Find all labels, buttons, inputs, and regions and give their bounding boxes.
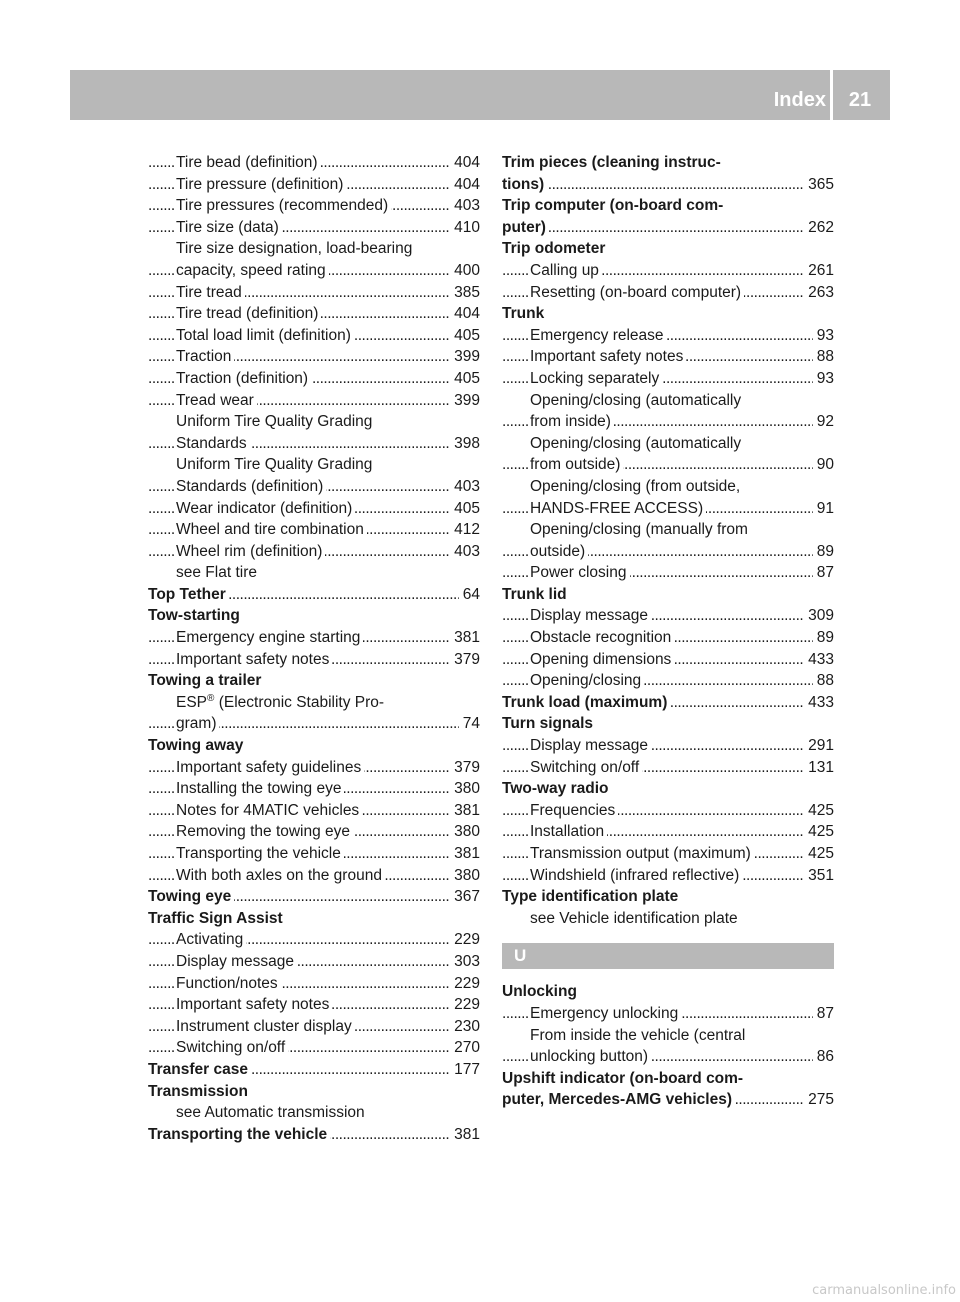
index-entry	[502, 649, 834, 671]
index-entry-page[interactable]: 261	[804, 260, 834, 282]
index-entry	[502, 692, 834, 714]
index-entry	[502, 346, 834, 368]
index-entry-text: Tire size designation, load-bearing	[176, 240, 415, 257]
index-entry	[148, 757, 480, 779]
index-entry-text: Tire pressure (definition)	[176, 176, 346, 193]
index-entry-page[interactable]: 64	[459, 584, 480, 606]
index-entry-page[interactable]: 405	[450, 325, 480, 347]
index-entry-text: Power closing	[530, 564, 630, 581]
index-entry-page[interactable]: 229	[450, 994, 480, 1016]
index-entry-text: Installing the towing eye	[176, 780, 344, 797]
index-entry-text: Calling up	[530, 262, 602, 279]
index-entry-text: Important safety notes	[176, 651, 332, 668]
index-entry	[502, 981, 834, 1003]
index-entry	[148, 1124, 480, 1146]
index-entry-page[interactable]: 365	[804, 174, 834, 196]
index-entry	[148, 713, 480, 735]
index-entry	[148, 217, 480, 239]
index-entry	[148, 908, 480, 930]
index-entry	[148, 973, 480, 995]
index-entry-page[interactable]: 400	[450, 260, 480, 282]
index-entry-page[interactable]: 403	[450, 476, 480, 498]
index-entry-page[interactable]: 433	[804, 692, 834, 714]
index-entry-text: outside)	[530, 543, 588, 560]
index-entry	[148, 411, 480, 433]
index-entry	[502, 627, 834, 649]
index-entry-page[interactable]: 380	[450, 865, 480, 887]
index-entry-page[interactable]: 270	[450, 1037, 480, 1059]
index-entry-text: from outside)	[530, 456, 623, 473]
index-entry	[148, 735, 480, 757]
index-entry	[502, 217, 834, 239]
index-entry-text: see Automatic transmission	[176, 1104, 368, 1121]
index-entry-page[interactable]: 385	[450, 282, 480, 304]
index-entry	[502, 886, 834, 908]
index-entry-text: Transfer case	[148, 1061, 251, 1078]
index-entry	[502, 757, 834, 779]
index-entry	[502, 800, 834, 822]
index-entry-page[interactable]: 404	[450, 303, 480, 325]
index-entry-page[interactable]: 381	[450, 627, 480, 649]
index-entry	[148, 649, 480, 671]
index-entry	[148, 1102, 480, 1124]
index-entry	[502, 454, 834, 476]
index-entry	[148, 1059, 480, 1081]
index-entry	[502, 865, 834, 887]
index-entry	[148, 627, 480, 649]
index-entry-text: Instrument cluster display	[176, 1018, 355, 1035]
index-entry-text: Top Tether	[148, 586, 229, 603]
index-entry-page[interactable]: 87	[813, 562, 834, 584]
index-entry-text: With both axles on the ground	[176, 867, 385, 884]
index-entry	[502, 368, 834, 390]
index-entry-page[interactable]: 381	[450, 843, 480, 865]
index-entry-text: Locking separately	[530, 370, 662, 387]
index-entry-page[interactable]: 263	[804, 282, 834, 304]
index-entry	[148, 541, 480, 563]
index-entry	[148, 1016, 480, 1038]
index-entry-text: tions)	[502, 176, 547, 193]
index-entries-u	[502, 981, 834, 1111]
index-entry-page[interactable]: 89	[813, 627, 834, 649]
index-entry	[148, 519, 480, 541]
index-entry-text: ESP® (Electronic Stability Pro-	[176, 694, 387, 711]
index-entry-text: Standards	[176, 435, 250, 452]
index-entry-page[interactable]: 404	[450, 174, 480, 196]
index-entry-text: Trunk	[502, 305, 547, 322]
index-entry-text: Activating	[176, 931, 246, 948]
index-entry-text: Trunk load (maximum)	[502, 694, 670, 711]
index-entry	[502, 519, 834, 541]
index-entry	[148, 454, 480, 476]
index-entry	[148, 346, 480, 368]
index-entry	[148, 843, 480, 865]
index-entry-text: see Flat tire	[176, 564, 260, 581]
section-heading-u: U	[502, 943, 834, 969]
index-entry-page[interactable]: 405	[450, 368, 480, 390]
index-entry-text: Towing eye	[148, 888, 234, 905]
index-entry-text: Opening/closing (from outside,	[530, 478, 743, 495]
index-entry-text: Display message	[530, 607, 651, 624]
index-entry	[148, 433, 480, 455]
index-entry-text: Wear indicator (definition)	[176, 500, 355, 517]
index-entry-page[interactable]: 425	[804, 800, 834, 822]
index-entry	[148, 778, 480, 800]
index-entry-text: Tread wear	[176, 392, 257, 409]
index-entry	[502, 1089, 834, 1111]
index-entry-page[interactable]: 74	[459, 713, 480, 735]
index-entry-page[interactable]: 88	[813, 346, 834, 368]
index-entry	[502, 325, 834, 347]
index-entry-text: Wheel and tire combination	[176, 521, 367, 538]
index-entry-text: Towing away	[148, 737, 246, 754]
index-entry	[148, 238, 480, 260]
index-entry-text: Transporting the vehicle	[148, 1126, 330, 1143]
index-entry	[148, 821, 480, 843]
index-entry-text: Opening/closing (automatically	[530, 392, 744, 409]
index-entry-text: Trip odometer	[502, 240, 608, 257]
index-entry-page[interactable]: 87	[813, 1003, 834, 1025]
index-entry-page[interactable]: 309	[804, 605, 834, 627]
index-entry-text: Opening/closing (manually from	[530, 521, 751, 538]
index-entry-text: Uniform Tire Quality Grading	[176, 456, 375, 473]
index-entry-text: Tire tread (definition)	[176, 305, 321, 322]
index-entry-text: Towing a trailer	[148, 672, 264, 689]
index-entry-page[interactable]: 367	[450, 886, 480, 908]
index-entry-text: Opening dimensions	[530, 651, 674, 668]
index-entry	[148, 994, 480, 1016]
index-entry-text: Frequencies	[530, 802, 618, 819]
index-entry-text: puter, Mercedes-AMG vehicles)	[502, 1091, 735, 1108]
index-entry	[502, 908, 834, 930]
index-entry	[148, 498, 480, 520]
index-entry-page[interactable]: 398	[450, 433, 480, 455]
index-entry	[502, 238, 834, 260]
index-entry-text: Important safety notes	[176, 996, 332, 1013]
index-entry	[502, 195, 834, 217]
index-entry-text: Trunk lid	[502, 586, 570, 603]
index-entry-text: capacity, speed rating	[176, 262, 329, 279]
index-entry-text: from inside)	[530, 413, 614, 430]
index-entry	[502, 476, 834, 498]
index-entry-page[interactable]: 92	[813, 411, 834, 433]
index-entry-page[interactable]: 86	[813, 1046, 834, 1068]
index-entry-page[interactable]: 404	[450, 152, 480, 174]
index-entry-page[interactable]: 403	[450, 195, 480, 217]
index-entry-page[interactable]: 351	[804, 865, 834, 887]
index-entry-page[interactable]: 91	[813, 498, 834, 520]
index-entry	[148, 951, 480, 973]
index-entry	[502, 498, 834, 520]
index-entry	[502, 584, 834, 606]
index-entry-page[interactable]: 131	[804, 757, 834, 779]
page-title: Index	[773, 89, 826, 111]
index-entry	[148, 670, 480, 692]
index-entry	[502, 843, 834, 865]
index-entry	[502, 303, 834, 325]
index-entry-text: Emergency release	[530, 327, 667, 344]
index-entry	[148, 476, 480, 498]
index-entry-text: From inside the vehicle (central	[530, 1027, 748, 1044]
index-entries-t	[502, 152, 834, 929]
index-entry	[148, 605, 480, 627]
index-entry	[502, 282, 834, 304]
index-entry-page[interactable]: 177	[450, 1059, 480, 1081]
index-entry-text: Tow-starting	[148, 607, 243, 624]
index-entry	[148, 1081, 480, 1103]
index-entry-text: see Vehicle identification plate	[530, 910, 741, 927]
index-entry-page[interactable]: 229	[450, 929, 480, 951]
index-entry-page[interactable]: 433	[804, 649, 834, 671]
index-entry-page[interactable]: 399	[450, 390, 480, 412]
index-entry-page[interactable]: 275	[804, 1089, 834, 1111]
index-entry	[502, 152, 834, 174]
index-entry-text: Total load limit (definition)	[176, 327, 354, 344]
index-entry-text: Important safety guidelines	[176, 759, 364, 776]
index-entry-text: Opening/closing	[530, 672, 644, 689]
index-entry-page[interactable]: 380	[450, 778, 480, 800]
index-entry-text: Tire pressures (recommended)	[176, 197, 391, 214]
index-entry-page[interactable]: 93	[813, 325, 834, 347]
index-entry	[502, 1003, 834, 1025]
index-entry-text: Uniform Tire Quality Grading	[176, 413, 375, 430]
index-entry-text: Function/notes	[176, 975, 281, 992]
index-entry-text: Emergency unlocking	[530, 1005, 681, 1022]
index-entry	[148, 562, 480, 584]
index-entry	[502, 390, 834, 412]
index-entry	[148, 800, 480, 822]
index-entry-text: Switching on/off	[530, 759, 642, 776]
index-entry-page[interactable]: 380	[450, 821, 480, 843]
index-entry-text: puter)	[502, 219, 549, 236]
index-entry-page[interactable]: 229	[450, 973, 480, 995]
index-entry	[148, 195, 480, 217]
index-entry-text: Display message	[530, 737, 651, 754]
index-entry-text: Switching on/off	[176, 1039, 288, 1056]
index-entry	[148, 390, 480, 412]
index-entry-text: Transmission output (maximum)	[530, 845, 754, 862]
index-entry	[148, 886, 480, 908]
index-entry-page[interactable]: 379	[450, 757, 480, 779]
index-entry-page[interactable]: 399	[450, 346, 480, 368]
index-entry-text: Standards (definition)	[176, 478, 326, 495]
index-entry	[502, 713, 834, 735]
index-entry	[148, 152, 480, 174]
index-entry-text: Unlocking	[502, 983, 580, 1000]
index-entry	[148, 260, 480, 282]
index-entry	[502, 411, 834, 433]
index-entry-text: Opening/closing (automatically	[530, 435, 744, 452]
index-entry	[148, 692, 480, 714]
index-entry-text: gram)	[176, 715, 219, 732]
index-entry	[502, 670, 834, 692]
index-entry-text: Important safety notes	[530, 348, 686, 365]
index-entry	[148, 174, 480, 196]
index-entry-text: Tire size (data)	[176, 219, 282, 236]
index-entry-page[interactable]: 381	[450, 800, 480, 822]
index-entry	[502, 174, 834, 196]
index-entry	[502, 735, 834, 757]
index-entry	[148, 368, 480, 390]
index-entry-text: Trip computer (on-board com-	[502, 197, 726, 214]
index-entry-text: Notes for 4MATIC vehicles	[176, 802, 362, 819]
index-entry-page[interactable]: 381	[450, 1124, 480, 1146]
index-entry-page[interactable]: 403	[450, 541, 480, 563]
index-entry	[148, 865, 480, 887]
index-entry-text: Emergency engine starting	[176, 629, 363, 646]
index-entry	[502, 260, 834, 282]
watermark: carmanualsonline.info	[812, 1283, 956, 1298]
index-entry-text: Type identification plate	[502, 888, 681, 905]
index-entry-page[interactable]: 90	[813, 454, 834, 476]
index-entry	[502, 1046, 834, 1068]
index-entry	[148, 325, 480, 347]
index-entry-text: Turn signals	[502, 715, 596, 732]
index-entry-text: Removing the towing eye	[176, 823, 353, 840]
index-entry-text: Trim pieces (cleaning instruc-	[502, 154, 724, 171]
index-entry	[148, 584, 480, 606]
index-entry-page[interactable]: 291	[804, 735, 834, 757]
index-entry-page[interactable]: 379	[450, 649, 480, 671]
index-entry-text: Display message	[176, 953, 297, 970]
index-column-right	[502, 152, 834, 1111]
index-entry-page[interactable]: 262	[804, 217, 834, 239]
index-entry	[148, 1037, 480, 1059]
index-entry	[502, 541, 834, 563]
header-divider	[830, 70, 833, 120]
index-entry	[502, 605, 834, 627]
index-entry	[148, 282, 480, 304]
index-entry-text: Transporting the vehicle	[176, 845, 344, 862]
index-entry	[502, 562, 834, 584]
index-entry-text: Traction	[176, 348, 234, 365]
index-entry	[502, 1025, 834, 1047]
index-entry-page[interactable]: 88	[813, 670, 834, 692]
index-entry	[502, 1068, 834, 1090]
index-column-left	[148, 152, 480, 1145]
index-entry	[502, 821, 834, 843]
index-entry-text: Upshift indicator (on-board com-	[502, 1070, 746, 1087]
page-number: 21	[848, 89, 872, 111]
index-entry	[502, 433, 834, 455]
index-entry-text: Resetting (on-board computer)	[530, 284, 744, 301]
index-entry-page[interactable]: 405	[450, 498, 480, 520]
index-entry-text: Wheel rim (definition)	[176, 543, 325, 560]
index-entry-text: Windshield (infrared reflective)	[530, 867, 742, 884]
index-entry-page[interactable]: 425	[804, 821, 834, 843]
index-entry-text: Traction (definition)	[176, 370, 311, 387]
index-entry-text: Tire tread	[176, 284, 245, 301]
index-entry-text: Two-way radio	[502, 780, 612, 797]
index-entry-page[interactable]: 412	[450, 519, 480, 541]
index-entry-page[interactable]: 89	[813, 541, 834, 563]
index-entry-text: Transmission	[148, 1083, 251, 1100]
index-entry-text: Installation	[530, 823, 607, 840]
index-entry	[148, 929, 480, 951]
index-entry-text: Tire bead (definition)	[176, 154, 321, 171]
index-entry	[148, 303, 480, 325]
index-entry-text: unlocking button)	[530, 1048, 651, 1065]
index-entry-page[interactable]: 425	[804, 843, 834, 865]
index-entry-page[interactable]: 303	[450, 951, 480, 973]
index-entry	[502, 778, 834, 800]
index-entry-page[interactable]: 230	[450, 1016, 480, 1038]
index-entry-text: Obstacle recognition	[530, 629, 674, 646]
index-entry-page[interactable]: 93	[813, 368, 834, 390]
index-entry-text: HANDS-FREE ACCESS)	[530, 500, 706, 517]
index-entry-page[interactable]: 410	[450, 217, 480, 239]
index-entry-text: Traffic Sign Assist	[148, 910, 286, 927]
